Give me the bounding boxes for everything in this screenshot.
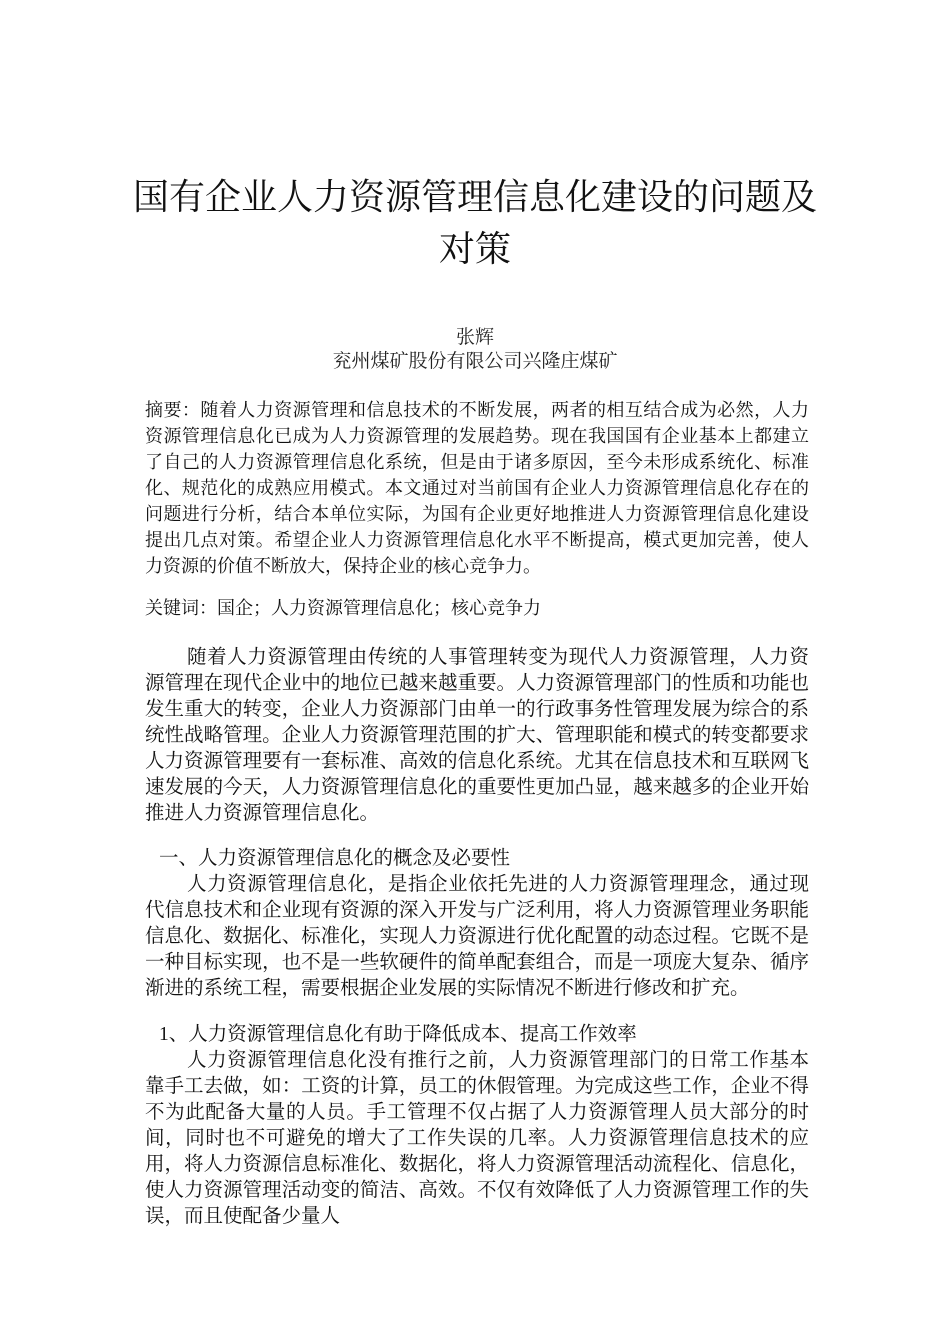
section-1-paragraph: 人力资源管理信息化，是指企业依托先进的人力资源管理理念，通过现代信息技术和企业现有资源的深入开发与广泛利用，将人力资源管理业务职能信息化、数据化、标准化，实现人力资源进行优化配置的动态过程。它既不是一种目标实现，也不是一些软硬件的简单配套组合，而是一项庞大复杂、循序渐进的系统工程，需要根据企业发展的实际情况不断进行修改和扩充。	[145, 874, 809, 999]
author-affiliation: 兖州煤矿股份有限公司兴隆庄煤矿	[332, 350, 618, 372]
section-heading-1: 一、人力资源管理信息化的概念及必要性	[159, 848, 511, 869]
abstract-paragraph: 摘要：随着人力资源管理和信息技术的不断发展，两者的相互结合成为必然，人力资源管理信息化已成为人力资源管理的发展趋势。现在我国国有企业基本上都建立了自己的人力资源管理信息化系统，但是由于诸多原因，至今未形成系统化、标准化、规范化的成熟应用模式。本文通过对当前国有企业人力资源管理信息化存在的问题进行分析，结合本单位实际，为国有企业更好地推进人力资源管理信息化建设提出几点对策。希望企业人力资源管理信息化水平不断提高，模式更加完善，使人力资源的价值不断放大，保持企业的核心竞争力。	[145, 400, 809, 577]
subsection-1-paragraph: 人力资源管理信息化没有推行之前，人力资源管理部门的日常工作基本靠手工去做，如：工资的计算，员工的休假管理。为完成这些工作，企业不得不为此配备大量的人员。手工管理不仅占据了人力资源管理人员大部分的时间，同时也不可避免的增大了工作失误的几率。人力资源管理信息技术的应用，将人力资源信息标准化、数据化，将人力资源管理活动流程化、信息化，使人力资源管理活动变的简洁、高效。不仅有效降低了人力资源管理工作的失误，而且使配备少量人	[145, 1050, 809, 1227]
subsection-heading-1: 1、人力资源管理信息化有助于降低成本、提高工作效率	[159, 1024, 637, 1045]
document-title: 国有企业人力资源管理信息化建设的问题及对策	[132, 177, 817, 270]
keywords-line: 关键词：国企；人力资源管理信息化；核心竞争力	[145, 598, 541, 619]
author-name: 张辉	[455, 326, 494, 348]
intro-paragraph: 随着人力资源管理由传统的人事管理转变为现代人力资源管理，人力资源管理在现代企业中的地位已越来越重要。人力资源管理部门的性质和功能也发生重大的转变，企业人力资源部门由单一的行政事务性管理发展为综合的系统性战略管理。企业人力资源管理范围的扩大、管理职能和模式的转变都要求人力资源管理要有一套标准、高效的信息化系统。尤其在信息技术和互联网飞速发展的今天，人力资源管理信息化的重要性更加凸显，越来越多的企业开始推进人力资源管理信息化。	[145, 647, 809, 824]
